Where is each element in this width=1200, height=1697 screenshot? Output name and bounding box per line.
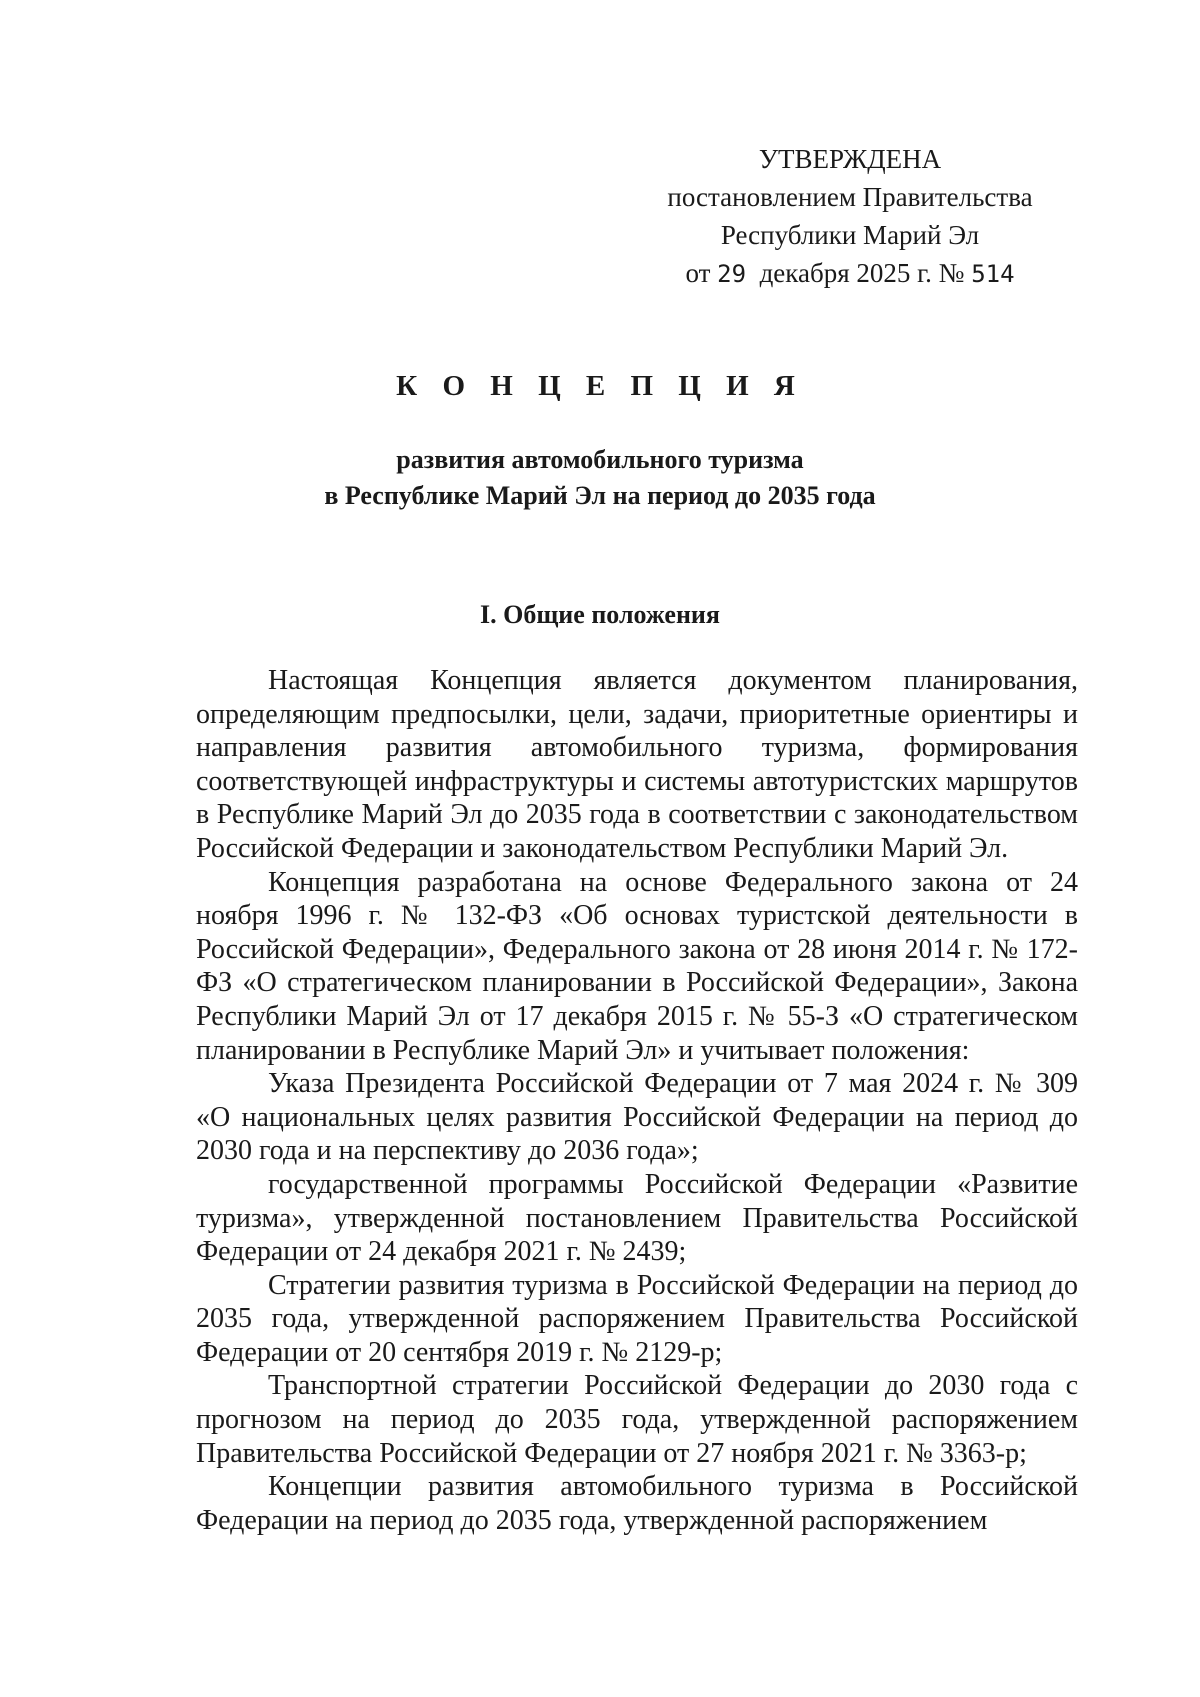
document-type-heading: К О Н Ц Е П Ц И Я bbox=[396, 370, 804, 402]
document-title-line-2: в Республике Марий Эл на период до 2035 года bbox=[324, 481, 876, 510]
paragraph: Концепции развития автомобильного туризма в Российской Федерации на период до 2035 года, утвержденной распоряжением bbox=[196, 1471, 1078, 1536]
paragraph: Указа Президента Российской Федерации от 7 мая 2024 г. № 309 «О национальных целях развития Российской Федерации на период до 2030 года и на перспективу до 2036 года»; bbox=[196, 1068, 1078, 1167]
document-body bbox=[196, 664, 1078, 1537]
approval-block bbox=[600, 140, 1100, 293]
approval-number: 514 bbox=[971, 260, 1015, 288]
approval-day: 29 bbox=[717, 260, 747, 288]
paragraph: государственной программы Российской Федерации «Развитие туризма», утвержденной постановлением Правительства Российской Федерации от 24 декабря 2021 г. № 2439; bbox=[196, 1168, 1078, 1268]
approval-line-republic: Республики Марий Эл bbox=[720, 220, 980, 250]
approval-stamp-title: УТВЕРЖДЕНА bbox=[758, 144, 942, 174]
document-title bbox=[0, 442, 1200, 514]
paragraph: Стратегии развития туризма в Российской Федерации на период до 2035 года, утвержденной распоряжением Правительства Российской Федерации от 20 сентября 2019 г. № 2129-р; bbox=[196, 1269, 1078, 1368]
section-heading: I. Общие положения bbox=[480, 600, 720, 629]
document-title-line-1: развития автомобильного туризма bbox=[396, 445, 804, 474]
approval-date-line bbox=[600, 254, 1100, 293]
approval-line-resolution: постановлением Правительства bbox=[667, 182, 1033, 212]
approval-date-rest: декабря 2025 г. № bbox=[759, 258, 965, 288]
paragraph: Настоящая Концепция является документом планирования, определяющим предпосылки, цели, задачи, приоритетные ориентиры и направления развития автомобильного туризма, формирования соответствующей инфраструктуры и системы автотуристских маршрутов в Республике Марий Эл до 2035 года в соответствии с законодательством Российской Федерации и законодательством Республики Марий Эл. bbox=[196, 665, 1078, 864]
paragraph: Концепция разработана на основе Федерального закона от 24 ноября 1996 г. № 132-ФЗ «Об основах туристской деятельности в Российской Федерации», Федерального закона от 28 июня 2014 г. № 172-ФЗ «О стратегическом планировании в Российской Федерации», Закона Республики Марий Эл от 17 декабря 2015 г. № 55-З «О стратегическом планировании в Республике Марий Эл» и учитывает положения: bbox=[196, 866, 1078, 1066]
paragraph: Транспортной стратегии Российской Федерации до 2030 года с прогнозом на период до 2035 года, утвержденной распоряжением Правительства Российской Федерации от 27 ноября 2021 г. № 3363-р; bbox=[196, 1370, 1078, 1469]
approval-date-prefix: от bbox=[685, 258, 711, 288]
